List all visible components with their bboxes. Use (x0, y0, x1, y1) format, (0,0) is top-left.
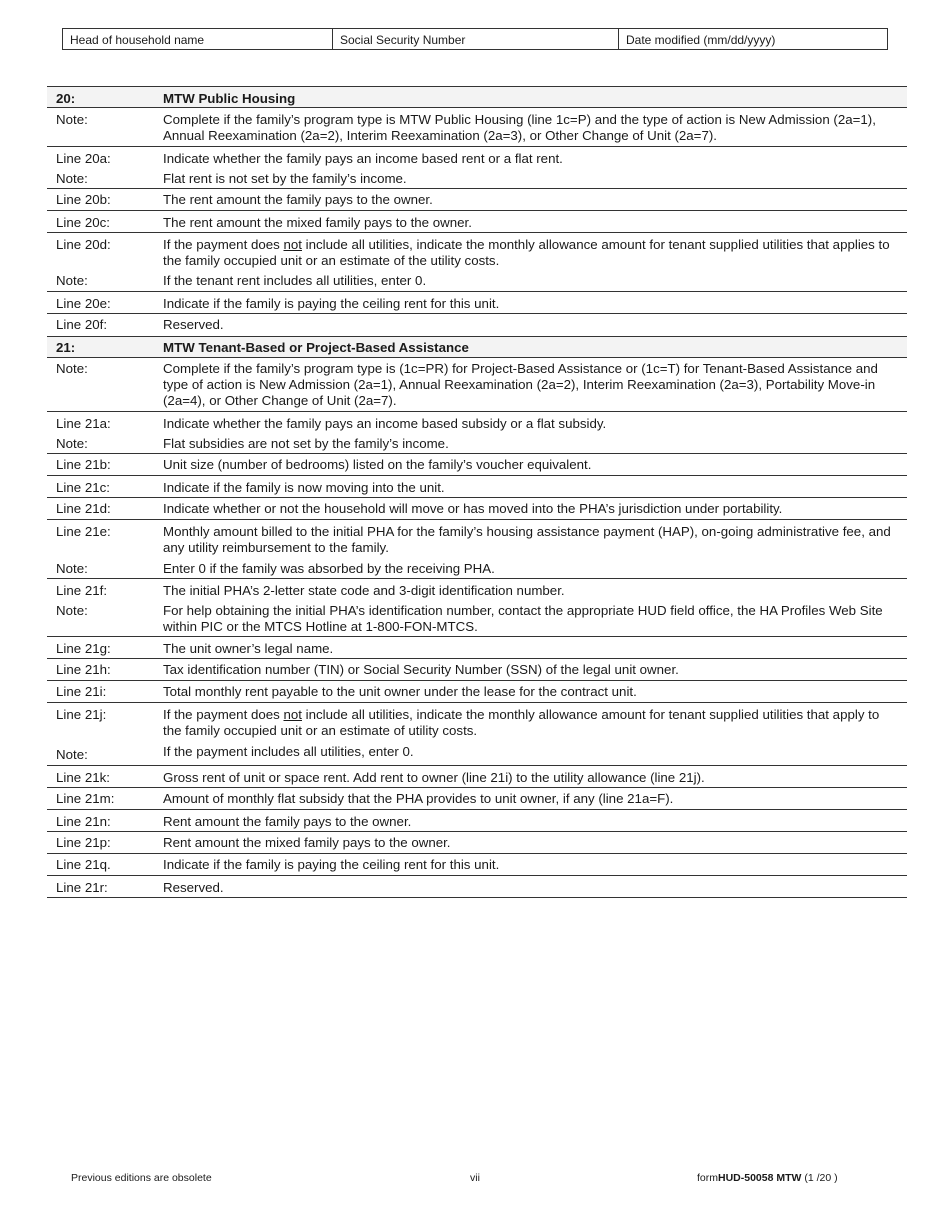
line-21r: Line 21r: Reserved. (47, 876, 907, 898)
line-21a-note: Note: Flat subsidies are not set by the family’s income. (47, 433, 907, 454)
section-20-header: 20: MTW Public Housing (47, 86, 907, 108)
line-21a: Line 21a: Indicate whether the family pays an income based subsidy or a flat subsidy. (56, 416, 607, 431)
line-21j-note: Note: If the payment includes all utilities, enter 0. (47, 741, 907, 766)
line-20d-note: Note: If the tenant rent includes all utilities, enter 0. (47, 270, 907, 292)
line-21e-note: Note: Enter 0 if the family was absorbed by the receiving PHA. (47, 558, 907, 579)
line-20e: Line 20e: Indicate if the family is paying the ceiling rent for this unit. (47, 292, 907, 314)
section-21-note: Note: Complete if the family’s program type is (1c=PR) for Project-Based Assistance or (1c=T) for Tenant-Based Assistance and type of action is New Admission (2a=1), Annual Reexamination (2a=2), Interim Reexamination (2a=3), Portability Move-in (2a=4), or Other Change of Unit (2a=7). (47, 358, 907, 412)
line-21n: Line 21n: Rent amount the family pays to the owner. (47, 810, 907, 832)
footer-form-id: formHUD-50058 MTW (1 /20 ) (697, 1172, 838, 1184)
instructions-table (47, 86, 907, 898)
footer-page-number: vii (470, 1172, 480, 1184)
line-20f: Line 20f: Reserved. (56, 317, 224, 332)
section-21-header: 21: MTW Tenant-Based or Project-Based Assistance (47, 336, 907, 358)
head-of-household-field: Head of household name (63, 29, 333, 49)
line-21j: Line 21j: If the payment does not include all utilities, indicate the monthly allowance amount for tenant supplied utilities that apply to the family occupied unit or an estimate of utility costs. (56, 707, 880, 738)
line-21m: Line 21m: Amount of monthly flat subsidy that the PHA provides to unit owner, if any (line 21a=F). (47, 788, 907, 810)
line-21k: Line 21k: Gross rent of unit or space rent. Add rent to owner (line 21i) to the utility allowance (line 21j). (47, 766, 907, 788)
line-20b: Line 20b: The rent amount the family pays to the owner. (47, 189, 907, 211)
line-21d: Line 21d: Indicate whether or not the household will move or has moved into the PHA’s jurisdiction under portability. (47, 498, 907, 520)
line-21b: Line 21b: Unit size (number of bedrooms) listed on the family’s voucher equivalent. (47, 454, 907, 476)
line-21f-note: Note: For help obtaining the initial PHA’s identification number, contact the appropriate HUD field office, the HA Profiles Web Site within PIC or the MTCS Hotline at 1-800-FON-MTCS. (47, 600, 907, 637)
line-21c: Line 21c: Indicate if the family is now moving into the unit. (47, 476, 907, 498)
line-20c: Line 20c: The rent amount the mixed family pays to the owner. (47, 211, 907, 233)
header-fields-table (62, 28, 888, 50)
ssn-field: Social Security Number (333, 29, 619, 49)
line-21p: Line 21p: Rent amount the mixed family pays to the owner. (47, 832, 907, 854)
line-20a: Line 20a: Indicate whether the family pays an income based rent or a flat rent. (56, 151, 563, 166)
line-20d: Line 20d: If the payment does not include all utilities, indicate the monthly allowance amount for tenant supplied utilities that applies to the family occupied unit or an estimate of the utility costs. (56, 237, 890, 268)
line-21h: Line 21h: Tax identification number (TIN) or Social Security Number (SSN) of the legal unit owner. (47, 659, 907, 681)
line-21e: Line 21e: Monthly amount billed to the initial PHA for the family’s housing assistance payment (HAP), on-going administrative fee, and any utility reimbursement to the family. (56, 524, 891, 555)
line-21f: Line 21f: The initial PHA’s 2-letter state code and 3-digit identification number. (56, 583, 565, 598)
line-20a-note: Note: Flat rent is not set by the family’s income. (47, 168, 907, 189)
section-20-note: Note: Complete if the family’s program type is MTW Public Housing (line 1c=P) and the type of action is New Admission (2a=1), Annual Reexamination (2a=2), Interim Reexamination (2a=3), or Other Change of Unit (2a=7). (47, 108, 907, 147)
line-21i: Line 21i: Total monthly rent payable to the unit owner under the lease for the contract unit. (47, 681, 907, 703)
line-21q: Line 21q. Indicate if the family is paying the ceiling rent for this unit. (47, 854, 907, 876)
date-modified-field: Date modified (mm/dd/yyyy) (626, 33, 776, 47)
footer-obsolete-note: Previous editions are obsolete (71, 1172, 212, 1184)
line-21g: Line 21g: The unit owner’s legal name. (47, 637, 907, 659)
